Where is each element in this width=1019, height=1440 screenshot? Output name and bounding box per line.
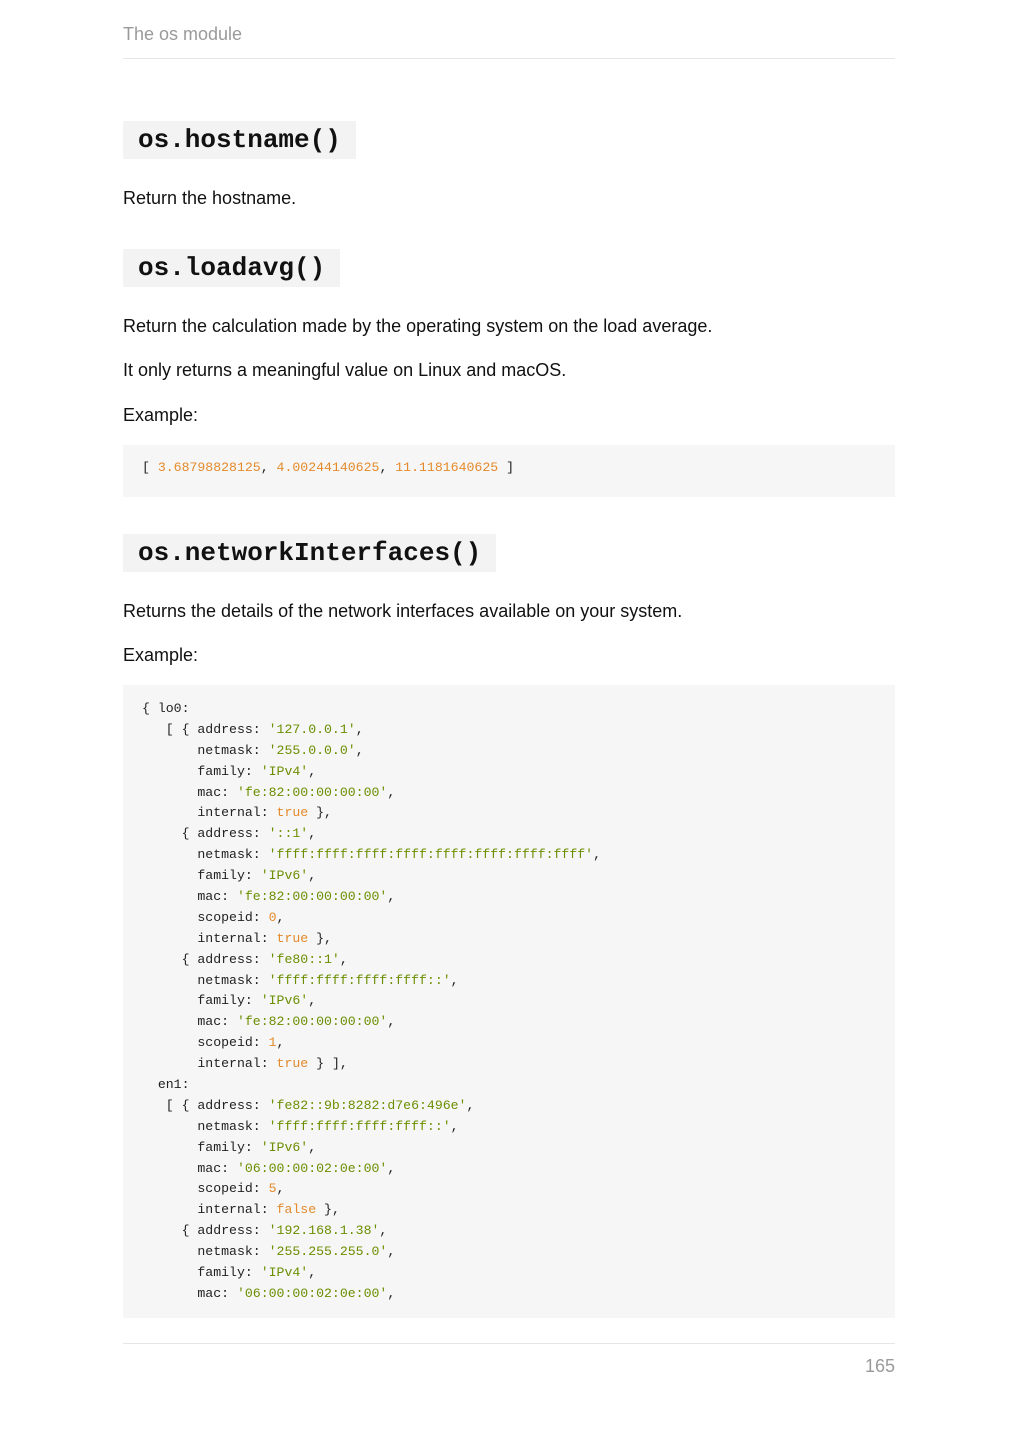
code-punctuation: },	[308, 805, 332, 821]
code-punctuation: [	[142, 460, 158, 475]
code-punctuation: ,	[387, 1285, 396, 1301]
code-string: 'fe82::9b:8282:d7e6:496e'	[268, 1097, 467, 1113]
code-punctuation: },	[316, 1202, 340, 1218]
code-line	[142, 1138, 601, 1159]
code-punctuation: } ],	[308, 1056, 348, 1072]
code-boolean: true	[276, 930, 309, 946]
networkinterfaces-code-block	[123, 685, 895, 1318]
code-string: 'IPv6'	[260, 868, 309, 884]
code-punctuation: [ { address:	[142, 1097, 269, 1113]
code-line	[142, 991, 601, 1012]
code-line	[142, 762, 601, 783]
code-punctuation: mac:	[142, 1285, 237, 1301]
code-punctuation: internal:	[142, 805, 277, 821]
code-line	[142, 783, 601, 804]
code-line	[142, 803, 601, 824]
code-line	[142, 1284, 601, 1305]
code-punctuation: { lo0:	[142, 701, 190, 716]
code-lines	[142, 458, 514, 479]
code-line	[142, 1117, 601, 1138]
code-string: 'fe:82:00:00:00:00'	[236, 1014, 388, 1030]
code-punctuation: family:	[142, 1265, 261, 1281]
code-number: 5	[268, 1181, 277, 1197]
code-punctuation: ]	[498, 460, 514, 475]
code-punctuation: { address:	[142, 951, 269, 967]
code-string: 'fe:82:00:00:00:00'	[236, 889, 388, 905]
code-string: '255.0.0.0'	[268, 742, 356, 758]
code-punctuation: ,	[308, 1139, 317, 1155]
code-punctuation: ,	[276, 1035, 285, 1051]
loadavg-note: It only returns a meaningful value on Linux and macOS.	[123, 360, 567, 380]
code-line	[142, 824, 601, 845]
code-number: 11.1181640625	[395, 460, 499, 475]
code-punctuation: netmask:	[142, 972, 269, 988]
code-line	[142, 887, 601, 908]
code-line	[142, 1200, 601, 1221]
code-punctuation: mac:	[142, 1160, 237, 1176]
code-punctuation: ,	[466, 1097, 475, 1113]
code-line	[142, 908, 601, 929]
code-boolean: true	[276, 1056, 309, 1072]
code-punctuation: },	[308, 930, 332, 946]
code-punctuation: ,	[308, 1265, 317, 1281]
code-lines	[142, 699, 601, 1305]
code-line	[142, 971, 601, 992]
code-punctuation: [ { address:	[142, 721, 269, 737]
footer-divider	[123, 1343, 895, 1344]
code-number: 3.68798828125	[157, 460, 261, 475]
code-line	[142, 866, 601, 887]
code-line	[142, 699, 601, 720]
code-punctuation: internal:	[142, 930, 277, 946]
code-boolean: true	[276, 805, 309, 821]
loadavg-description: Return the calculation made by the operating system on the load average.	[123, 316, 713, 336]
code-line	[142, 1263, 601, 1284]
loadavg-code-block	[123, 445, 895, 497]
code-punctuation: netmask:	[142, 1244, 269, 1260]
code-punctuation: ,	[339, 951, 348, 967]
code-punctuation: mac:	[142, 889, 237, 905]
code-punctuation: ,	[276, 1181, 285, 1197]
heading-os-hostname: os.hostname()	[123, 121, 356, 159]
code-punctuation: ,	[308, 993, 317, 1009]
code-string: 'IPv4'	[260, 1265, 309, 1281]
code-punctuation: scopeid:	[142, 1035, 269, 1051]
code-boolean: false	[276, 1202, 317, 1218]
code-punctuation: ,	[260, 460, 277, 475]
code-string: 'fe:82:00:00:00:00'	[236, 784, 388, 800]
code-punctuation: { address:	[142, 826, 269, 842]
code-number: 0	[268, 909, 277, 925]
code-punctuation: ,	[387, 1244, 396, 1260]
code-punctuation: family:	[142, 763, 261, 779]
code-punctuation: ,	[308, 763, 317, 779]
code-punctuation: mac:	[142, 1014, 237, 1030]
code-punctuation: { address:	[142, 1223, 269, 1239]
code-string: 'IPv6'	[260, 993, 309, 1009]
code-string: 'IPv4'	[260, 763, 309, 779]
code-string: 'ffff:ffff:ffff:ffff::'	[268, 1118, 451, 1134]
loadavg-example-label: Example:	[123, 405, 199, 425]
code-line	[142, 458, 514, 479]
code-punctuation: internal:	[142, 1056, 277, 1072]
code-number: 1	[268, 1035, 277, 1051]
code-punctuation: ,	[450, 972, 459, 988]
code-punctuation: family:	[142, 1139, 261, 1155]
hostname-description: Return the hostname.	[123, 188, 297, 208]
code-punctuation: ,	[593, 847, 602, 863]
code-punctuation: mac:	[142, 784, 237, 800]
code-punctuation: ,	[308, 826, 317, 842]
code-punctuation: ,	[308, 868, 317, 884]
code-line	[142, 1179, 601, 1200]
code-line	[142, 1096, 601, 1117]
networkinterfaces-description: Returns the details of the network interfaces available on your system.	[123, 601, 683, 621]
code-punctuation: scopeid:	[142, 909, 269, 925]
heading-os-networkinterfaces: os.networkInterfaces()	[123, 534, 496, 572]
code-string: '::1'	[268, 826, 309, 842]
networkinterfaces-example-label: Example:	[123, 645, 199, 665]
code-string: '06:00:00:02:0e:00'	[236, 1160, 388, 1176]
code-string: 'ffff:ffff:ffff:ffff::'	[268, 972, 451, 988]
code-line	[142, 1221, 601, 1242]
code-punctuation: ,	[387, 1160, 396, 1176]
code-punctuation: scopeid:	[142, 1181, 269, 1197]
code-punctuation: ,	[387, 784, 396, 800]
code-string: 'IPv6'	[260, 1139, 309, 1155]
code-line	[142, 720, 601, 741]
code-line	[142, 1075, 601, 1096]
code-number: 4.00244140625	[276, 460, 380, 475]
code-punctuation: en1:	[142, 1077, 190, 1093]
code-punctuation: ,	[450, 1118, 459, 1134]
code-line	[142, 1033, 601, 1054]
running-header: The os module	[123, 24, 243, 44]
page-number: 165	[864, 1356, 895, 1376]
code-punctuation: ,	[379, 1223, 388, 1239]
code-punctuation: netmask:	[142, 742, 269, 758]
code-line	[142, 845, 601, 866]
code-string: 'ffff:ffff:ffff:ffff:ffff:ffff:ffff:ffff'	[268, 847, 594, 863]
code-string: '255.255.255.0'	[268, 1244, 388, 1260]
code-line	[142, 1012, 601, 1033]
code-line	[142, 1054, 601, 1075]
code-punctuation: ,	[355, 721, 364, 737]
code-string: 'fe80::1'	[268, 951, 340, 967]
code-punctuation: family:	[142, 868, 261, 884]
code-line	[142, 929, 601, 950]
code-string: '06:00:00:02:0e:00'	[236, 1285, 388, 1301]
code-punctuation: ,	[379, 460, 396, 475]
code-string: '127.0.0.1'	[268, 721, 356, 737]
heading-os-loadavg: os.loadavg()	[123, 249, 340, 287]
code-punctuation: netmask:	[142, 1118, 269, 1134]
code-punctuation: ,	[355, 742, 364, 758]
code-punctuation: ,	[387, 1014, 396, 1030]
code-punctuation: internal:	[142, 1202, 277, 1218]
code-punctuation: ,	[387, 889, 396, 905]
header-divider	[123, 58, 895, 59]
code-punctuation: ,	[276, 909, 285, 925]
code-punctuation: netmask:	[142, 847, 269, 863]
code-punctuation: family:	[142, 993, 261, 1009]
code-line	[142, 950, 601, 971]
code-line	[142, 741, 601, 762]
code-line	[142, 1242, 601, 1263]
code-line	[142, 1159, 601, 1180]
code-string: '192.168.1.38'	[268, 1223, 380, 1239]
